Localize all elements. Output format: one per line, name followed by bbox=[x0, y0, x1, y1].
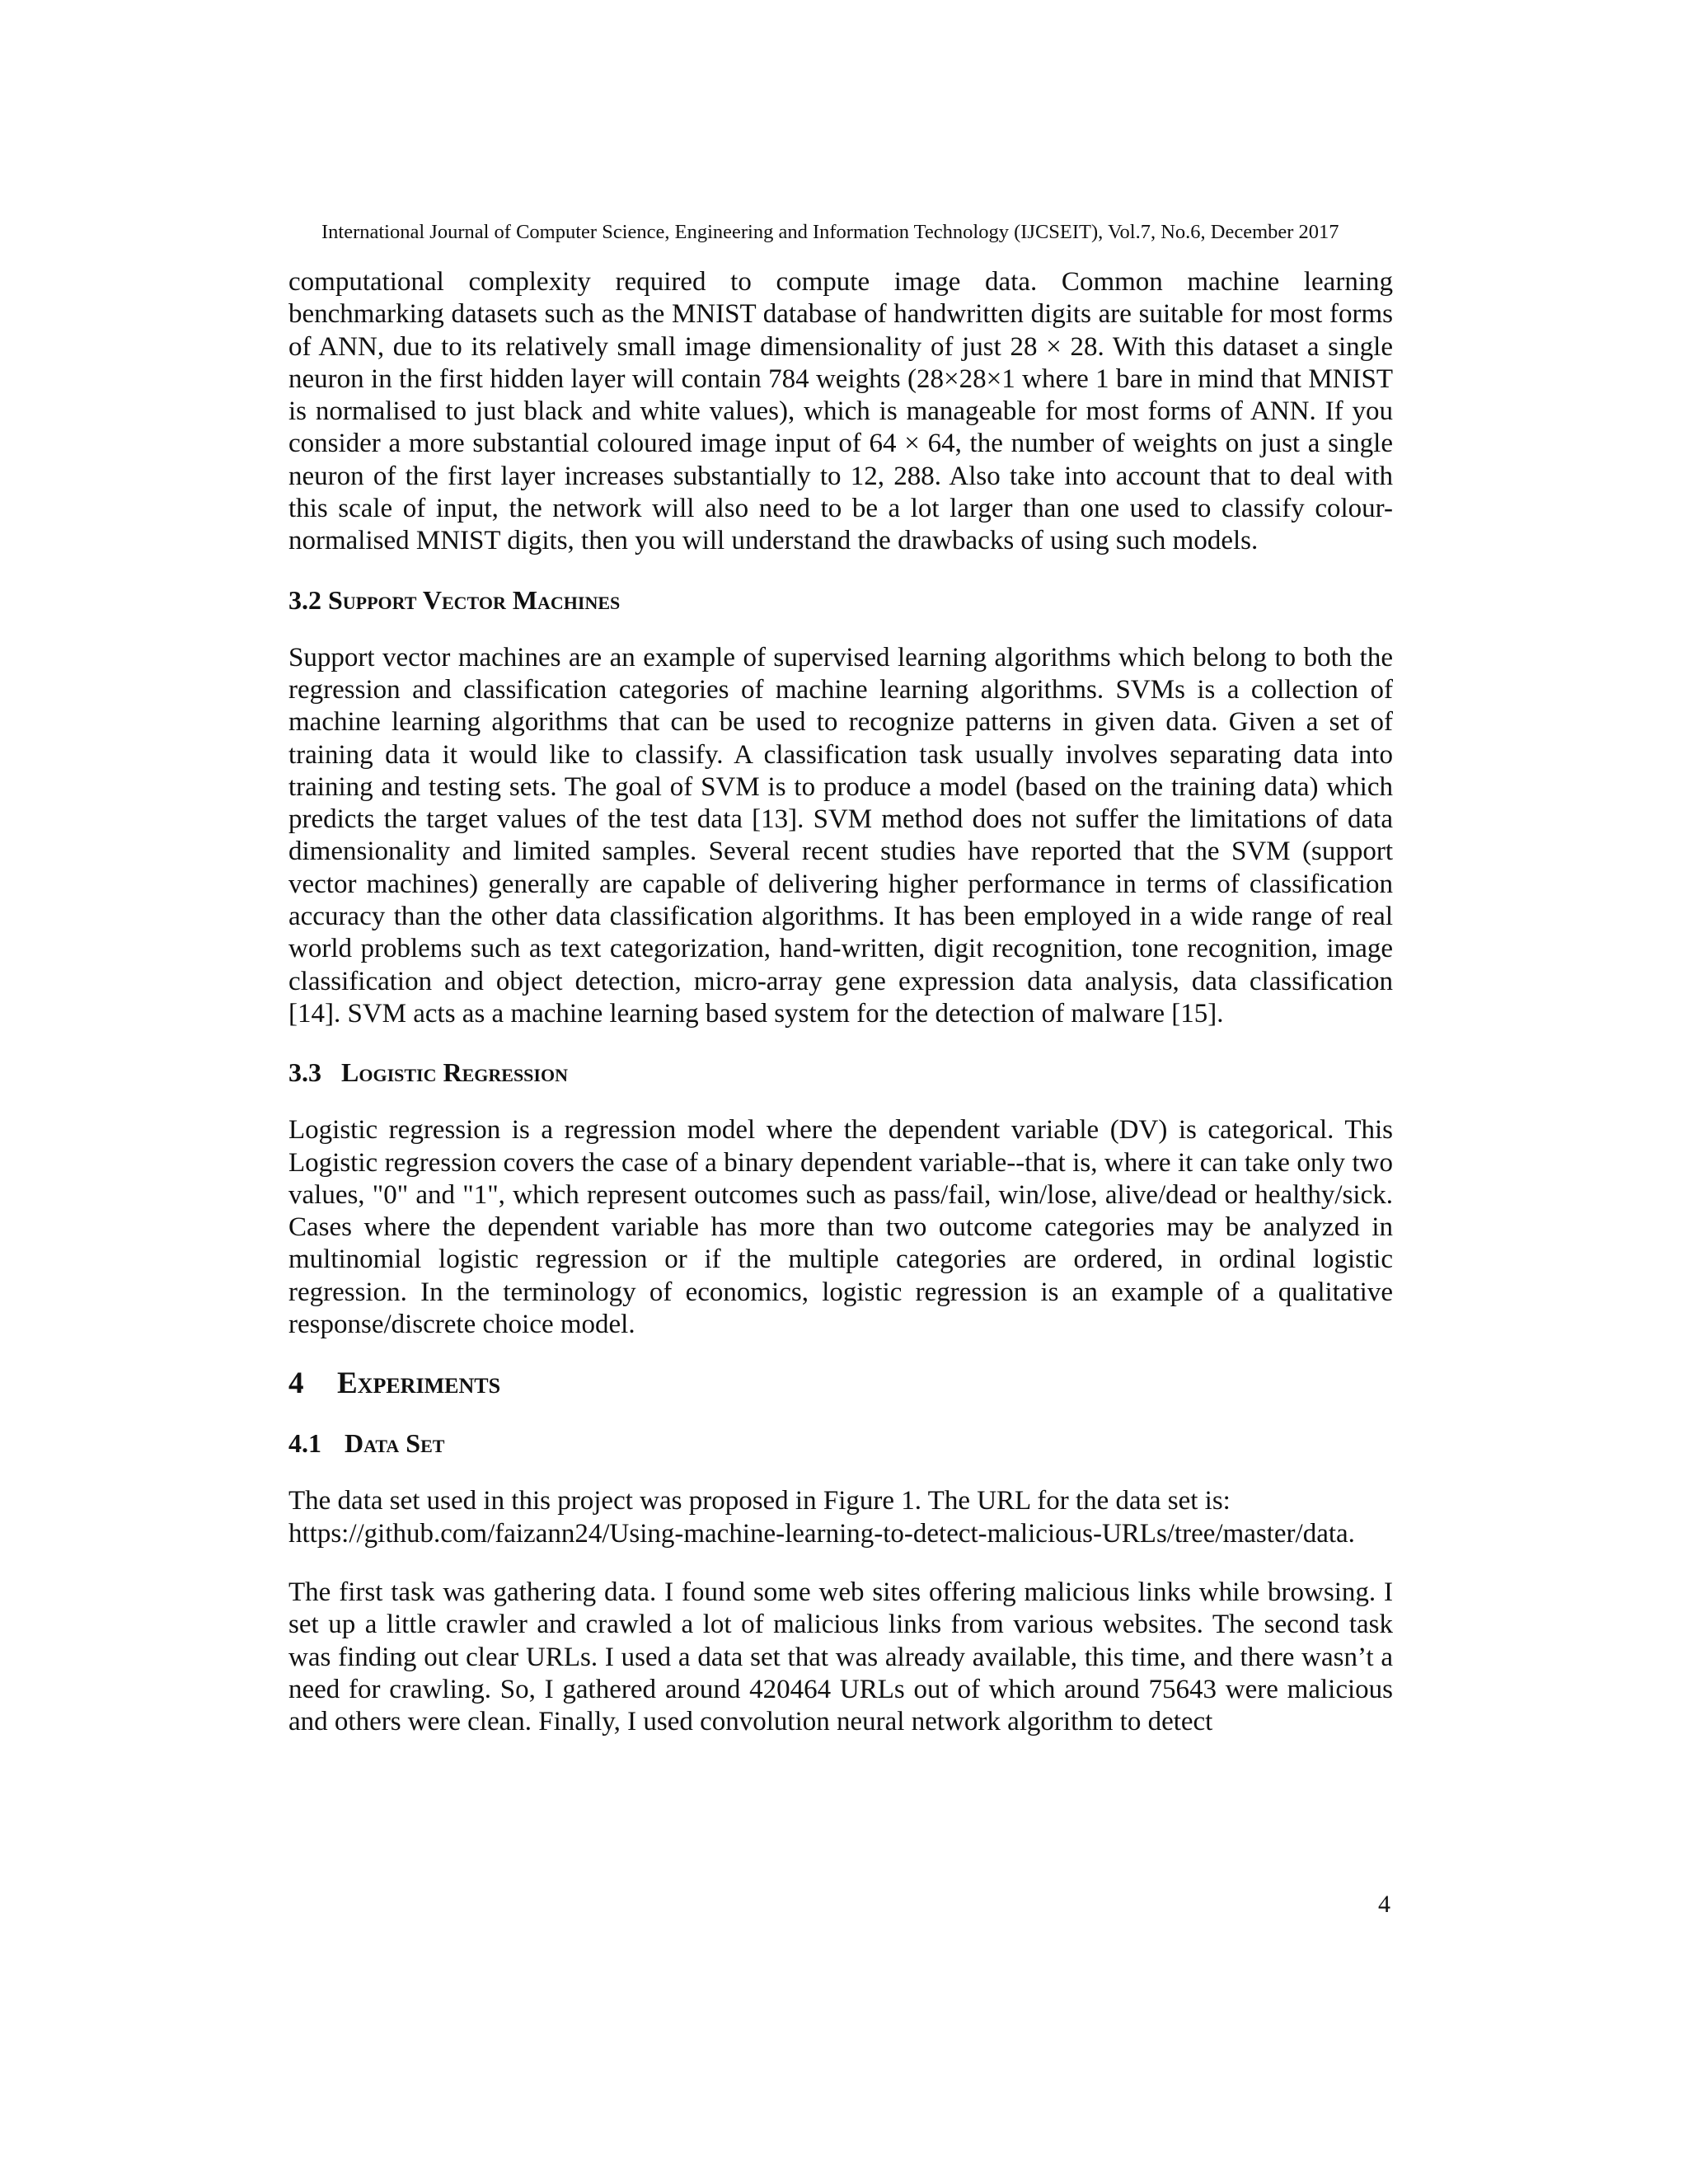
dataset-source-text: The data set used in this project was proposed in Figure 1. The URL for the data set is: bbox=[288, 1486, 1231, 1516]
heading-4 bbox=[288, 1366, 1393, 1402]
heading-3-2-title: Support Vector Machines bbox=[328, 584, 621, 615]
heading-3-2-number: 3.2 bbox=[288, 584, 321, 615]
heading-3-3-number: 3.3 bbox=[288, 1057, 321, 1088]
paragraph-data-gathering: The first task was gathering data. I found some web sites offering malicious links while browsing. I set up a little crawler and crawled a lot of malicious links from various websites. The second task was finding out clear URLs. I used a data set that was already available, this time, and there wasn’t a need for crawling. So, I gathered around 420464 URLs out of which around 75643 were malicious and others were clean. Finally, I used convolution neural network algorithm to detect bbox=[288, 1577, 1393, 1737]
dataset-url-link[interactable]: https://github.com/faizann24/Using-machine-learning-to-detect-malicious-URLs/tree/master/data. bbox=[288, 1518, 1355, 1549]
page-number: 4 bbox=[1378, 1891, 1390, 1918]
heading-4-number: 4 bbox=[288, 1366, 304, 1401]
heading-4-1-number: 4.1 bbox=[288, 1428, 321, 1459]
paragraph-dataset-source bbox=[288, 1485, 1393, 1550]
running-header: International Journal of Computer Science, Engineering and Information Technology (IJCSEIT), Vol.7, No.6, December 2017 bbox=[321, 221, 1339, 243]
heading-3-3-title: Logistic Regression bbox=[341, 1057, 568, 1088]
paragraph-svm: Support vector machines are an example of supervised learning algorithms which belong to both the regression and classification categories of machine learning algorithms. SVMs is a collection of machine learning algorithms that can be used to recognize patterns in given data. Given a set of training data it would like to classify. A classification task usually involves separating data into training and testing sets. The goal of SVM is to produce a model (based on the training data) which predicts the target values of the test data [13]. SVM method does not suffer the limitations of data dimensionality and limited samples. Several recent studies have reported that the SVM (support vector machines) generally are capable of delivering higher performance in terms of classification accuracy than the other data classification algorithms. It has been employed in a wide range of real world problems such as text categorization, hand-written, digit recognition, tone recognition, image classification and object detection, micro-array gene expression data analysis, data classification [14]. SVM acts as a machine learning based system for the detection of malware [15]. bbox=[288, 642, 1393, 1029]
heading-4-title: Experiments bbox=[337, 1366, 501, 1401]
heading-3-2 bbox=[288, 583, 1393, 616]
paragraph-ann-complexity: computational complexity required to compute image data. Common machine learning benchmarking datasets such as the MNIST database of handwritten digits are suitable for most forms of ANN, due to its relatively small image dimensionality of just 28 × 28. With this dataset a single neuron in the first hidden layer will contain 784 weights (28×28×1 where 1 bare in mind that MNIST is normalised to just black and white values), which is manageable for most forms of ANN. If you consider a more substantial coloured image input of 64 × 64, the number of weights on just a single neuron of the first layer increases substantially to 12, 288. Also take into account that to deal with this scale of input, the network will also need to be a lot larger than one used to classify colour-normalised MNIST digits, then you will understand the drawbacks of using such models. bbox=[288, 267, 1393, 556]
paragraph-logistic-regression: Logistic regression is a regression model where the dependent variable (DV) is categorical. This Logistic regression covers the case of a binary dependent variable--that is, where it can take only two values, "0" and "1", which represent outcomes such as pass/fail, win/lose, alive/dead or healthy/sick. Cases where the dependent variable has more than two outcome categories may be analyzed in multinomial logistic regression or if the multiple categories are ordered, in ordinal logistic regression. In the terminology of economics, logistic regression is an example of a qualitative response/discrete choice model. bbox=[288, 1115, 1393, 1340]
page-content bbox=[288, 266, 1393, 1738]
heading-4-1 bbox=[288, 1427, 1393, 1460]
heading-4-1-title: Data Set bbox=[345, 1428, 445, 1459]
heading-3-3 bbox=[288, 1056, 1393, 1089]
